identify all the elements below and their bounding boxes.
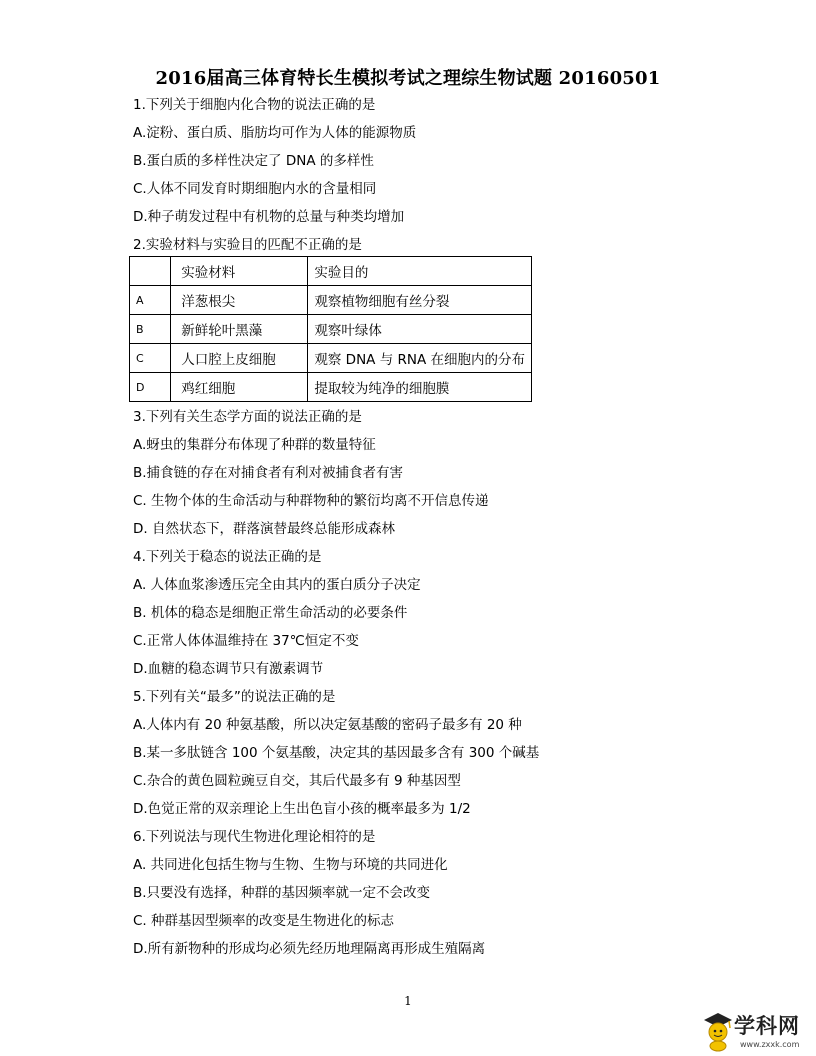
table-cell: 新鲜轮叶黑藻: [171, 315, 308, 344]
table-cell: C: [130, 344, 171, 373]
table-cell: A: [130, 286, 171, 315]
question-6-option-a: A. 共同进化包括生物与生物、生物与环境的共同进化: [133, 857, 448, 873]
question-4-option-c: C.正常人体体温维持在 37℃恒定不变: [133, 633, 359, 649]
question-1-option-b: B.蛋白质的多样性决定了 DNA 的多样性: [133, 153, 374, 169]
question-3-option-b: B.捕食链的存在对捕食者有利对被捕食者有害: [133, 465, 404, 481]
table-cell: B: [130, 315, 171, 344]
question-2-stem: 2.实验材料与实验目的匹配不正确的是: [133, 237, 362, 253]
question-5-option-c: C.杂合的黄色圆粒豌豆自交，其后代最多有 9 种基因型: [133, 773, 461, 789]
question-6-option-b: B.只要没有选择，种群的基因频率就一定不会改变: [133, 885, 431, 901]
table-cell: 提取较为纯净的细胞膜: [308, 373, 532, 402]
table-row: [130, 373, 532, 402]
table-row: [130, 315, 532, 344]
table-header-cell: 实验目的: [308, 257, 532, 286]
question-5-stem: 5.下列有关“最多”的说法正确的是: [133, 689, 336, 705]
question-4-stem: 4.下列关于稳态的说法正确的是: [133, 549, 322, 565]
table-cell: 观察 DNA 与 RNA 在细胞内的分布: [308, 344, 532, 373]
zxxk-logo: [702, 1010, 810, 1054]
question-1-option-a: A.淀粉、蛋白质、脂肪均可作为人体的能源物质: [133, 125, 417, 141]
table-cell: 人口腔上皮细胞: [171, 344, 308, 373]
question-6-option-d: D.所有新物种的形成均必须先经历地理隔离再形成生殖隔离: [133, 941, 486, 957]
question-3-stem: 3.下列有关生态学方面的说法正确的是: [133, 409, 362, 425]
question-4-option-d: D.血糖的稳态调节只有激素调节: [133, 661, 324, 677]
question-3-option-c: C. 生物个体的生命活动与种群物种的繁衍均离不开信息传递: [133, 493, 489, 509]
table-cell: 观察植物细胞有丝分裂: [308, 286, 532, 315]
logo-site-text: www.zxxk.com: [740, 1040, 800, 1049]
table-header-cell: 实验材料: [171, 257, 308, 286]
graduate-mascot-icon: [702, 1010, 734, 1052]
table-row: [130, 286, 532, 315]
table-cell: 鸡红细胞: [171, 373, 308, 402]
table-header-cell: [130, 257, 171, 286]
logo-brand-text: 学科网: [734, 1014, 800, 1038]
question-3-option-a: A.蚜虫的集群分布体现了种群的数量特征: [133, 437, 376, 453]
question-1-option-d: D.种子萌发过程中有机物的总量与种类均增加: [133, 209, 405, 225]
experiment-table: [129, 256, 532, 402]
table-cell: D: [130, 373, 171, 402]
question-5-option-d: D.色觉正常的双亲理论上生出色盲小孩的概率最多为 1/2: [133, 801, 471, 817]
question-1-stem: 1.下列关于细胞内化合物的说法正确的是: [133, 97, 376, 113]
question-1-option-c: C.人体不同发育时期细胞内水的含量相同: [133, 181, 377, 197]
question-6-option-c: C. 种群基因型频率的改变是生物进化的标志: [133, 913, 395, 929]
table-header-row: [130, 257, 532, 286]
question-5-option-a: A.人体内有 20 种氨基酸，所以决定氨基酸的密码子最多有 20 种: [133, 717, 522, 733]
page-title: 2016届高三体育特长生模拟考试之理综生物试题 20160501: [155, 68, 661, 89]
table-cell: 洋葱根尖: [171, 286, 308, 315]
question-3-option-d: D. 自然状态下，群落演替最终总能形成森林: [133, 521, 395, 537]
page-number: 1: [404, 994, 412, 1008]
table-row: [130, 344, 532, 373]
question-6-stem: 6.下列说法与现代生物进化理论相符的是: [133, 829, 376, 845]
question-5-option-b: B.某一多肽链含 100 个氨基酸，决定其的基因最多含有 300 个碱基: [133, 745, 540, 761]
table-cell: 观察叶绿体: [308, 315, 532, 344]
question-4-option-b: B. 机体的稳态是细胞正常生命活动的必要条件: [133, 605, 408, 621]
question-4-option-a: A. 人体血浆渗透压完全由其内的蛋白质分子决定: [133, 577, 421, 593]
